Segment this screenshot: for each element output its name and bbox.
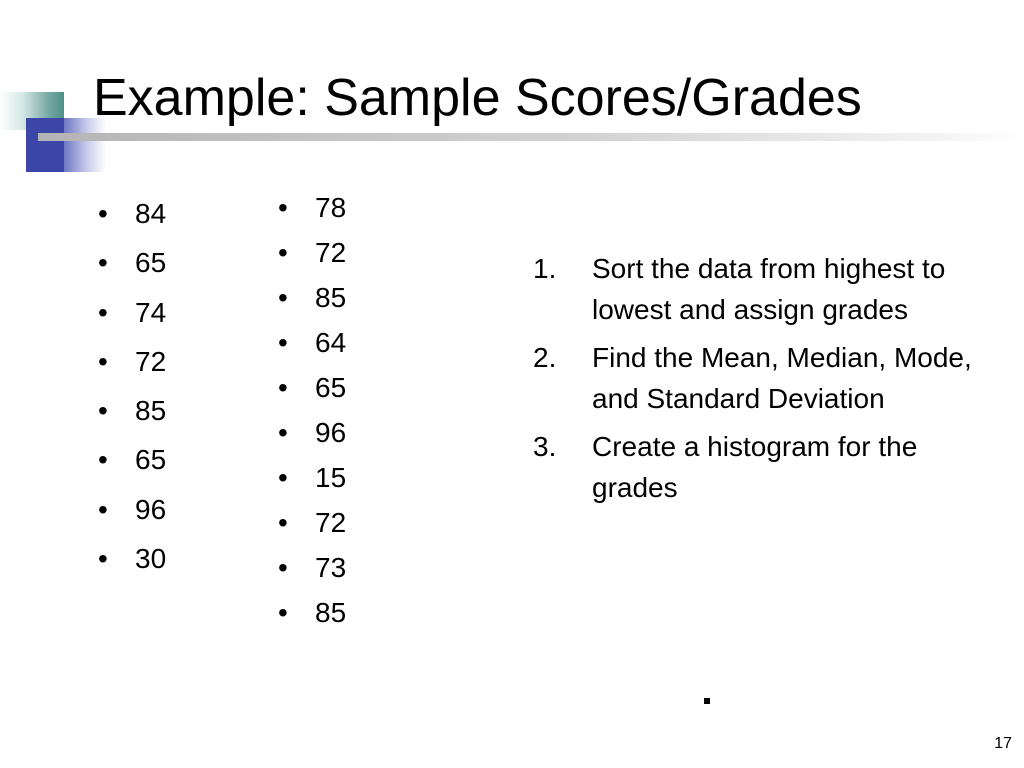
score-item: • 73: [278, 545, 346, 590]
score-item: • 15: [278, 455, 346, 500]
score-item: • 96: [278, 410, 346, 455]
task-text: Create a histogram for the grades: [592, 431, 918, 503]
scores-list-column-2: [278, 185, 346, 635]
task-item: [533, 337, 973, 419]
score-item: • 74: [98, 288, 166, 337]
task-number: 1.: [533, 253, 557, 284]
score-item: • 72: [278, 230, 346, 275]
score-item: • 72: [98, 337, 166, 386]
stray-dot-mark: [704, 698, 710, 704]
task-item: [533, 426, 973, 508]
score-item: • 85: [278, 590, 346, 635]
task-number: 2.: [533, 342, 557, 373]
score-item: • 72: [278, 500, 346, 545]
task-text: Sort the data from highest to lowest and assign grades: [592, 253, 946, 325]
slide-title: Example: Sample Scores/Grades: [93, 69, 862, 127]
task-item: [533, 248, 973, 330]
score-item: • 96: [98, 485, 166, 534]
score-item: • 30: [98, 534, 166, 583]
task-number: 3.: [533, 431, 557, 462]
score-item: • 65: [278, 365, 346, 410]
decorative-blue-square: [26, 118, 64, 172]
task-text: Find the Mean, Median, Mode, and Standard Deviation: [592, 342, 972, 414]
title-underline-rule: [38, 133, 1024, 141]
score-item: • 84: [98, 189, 166, 238]
score-item: • 85: [278, 275, 346, 320]
page-number: 17: [994, 735, 1012, 752]
score-item: • 65: [98, 238, 166, 287]
score-item: • 65: [98, 435, 166, 484]
score-item: • 85: [98, 386, 166, 435]
task-list: [533, 248, 973, 515]
score-item: • 64: [278, 320, 346, 365]
scores-list-column-1: [98, 189, 166, 583]
score-item: • 78: [278, 185, 346, 230]
